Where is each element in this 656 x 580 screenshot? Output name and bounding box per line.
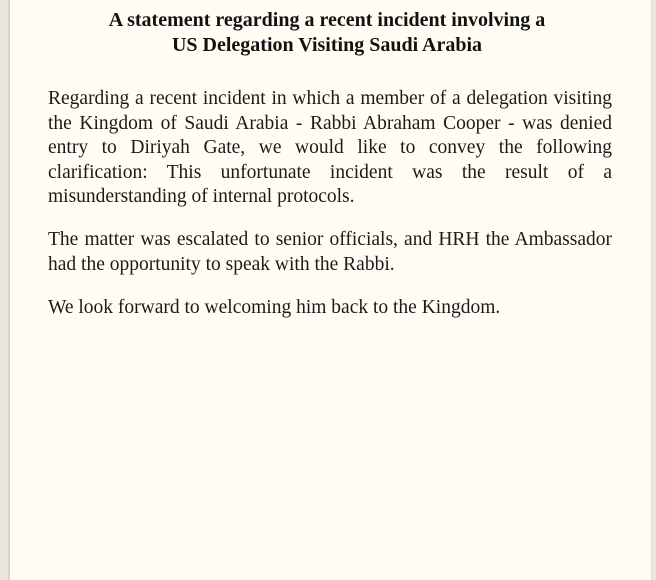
paragraph-closing: We look forward to welcoming him back to the Kingdom.	[48, 297, 501, 318]
statement-title	[2, 8, 652, 58]
document-page	[8, 0, 652, 580]
paragraph-escalation: The matter was escalated to senior officials, and HRH the Ambassador had the opportunity to speak with the Rabbi.	[48, 229, 612, 275]
title-line-1: A statement regarding a recent incident involving a	[108, 9, 546, 31]
title-line-2: US Delegation Visiting Saudi Arabia	[171, 34, 483, 56]
paragraph-clarification: Regarding a recent incident in which a member of a delegation visiting the Kingdom of Saudi Arabia - Rabbi Abraham Cooper - was denied entry to Diriyah Gate, we would like to convey the following clarification: This unfortunate incident was the result of a misunderstanding of internal protocols.	[48, 88, 612, 207]
